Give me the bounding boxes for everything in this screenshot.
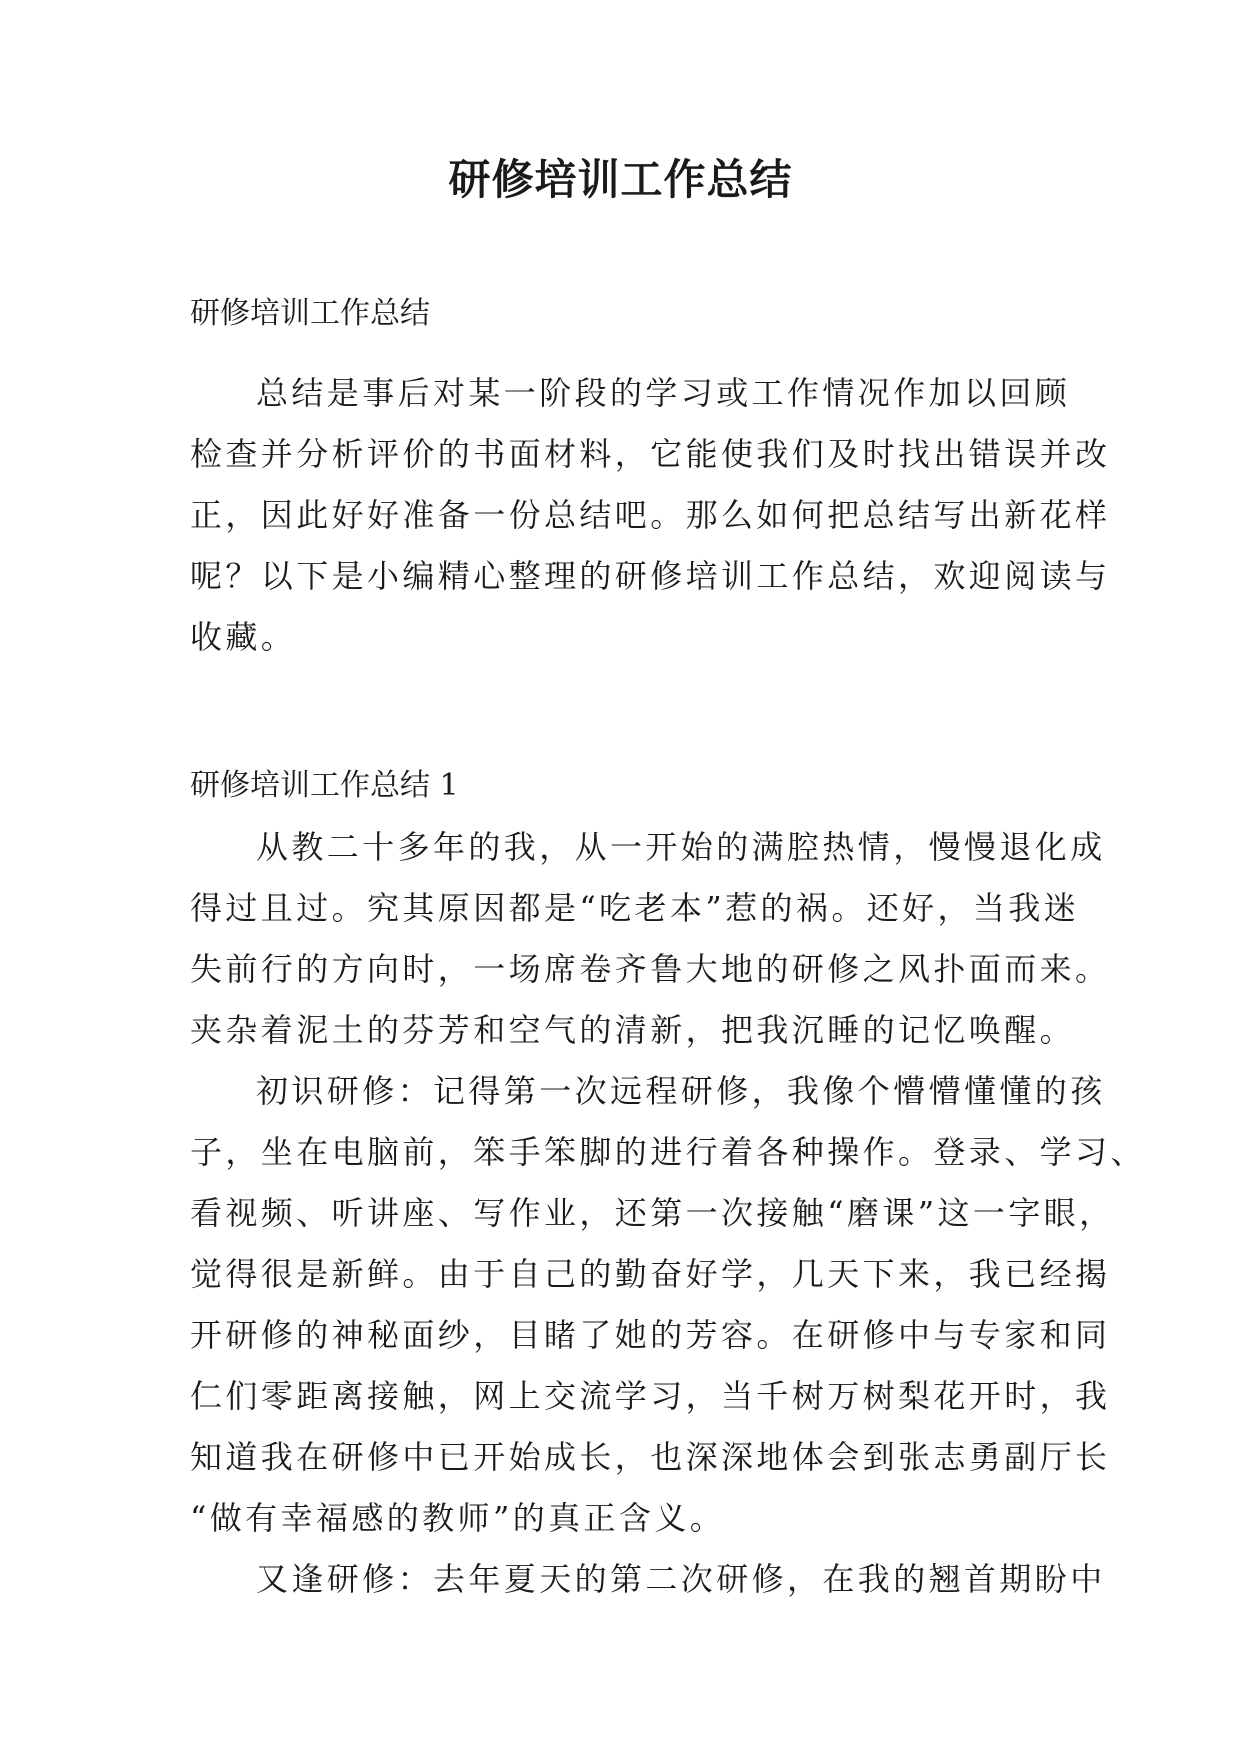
paragraph-line: 从教二十多年的我，从一开始的满腔热情，慢慢退化成	[256, 828, 1106, 866]
paragraph-line: 夹杂着泥土的芬芳和空气的清新，把我沉睡的记忆唤醒。	[190, 1011, 1076, 1049]
paragraph-line: 知道我在研修中已开始成长，也深深地体会到张志勇副厅长	[190, 1438, 1111, 1476]
paragraph-line: 又逢研修：去年夏天的第二次研修，在我的翘首期盼中	[256, 1560, 1106, 1598]
paragraph-line: 仁们零距离接触，网上交流学习，当千树万树梨花开时，我	[190, 1377, 1111, 1415]
paragraph-line: 得过且过。究其原因都是“吃老本”惹的祸。还好，当我迷	[190, 889, 1080, 927]
intro-line: 检查并分析评价的书面材料，它能使我们及时找出错误并改	[190, 435, 1111, 473]
paragraph-line: 觉得很是新鲜。由于自己的勤奋好学，几天下来，我已经揭	[190, 1255, 1111, 1293]
paragraph-line: 看视频、听讲座、写作业，还第一次接触“磨课”这一字眼，	[190, 1194, 1115, 1232]
intro-line: 正，因此好好准备一份总结吧。那么如何把总结写出新花样	[190, 496, 1111, 534]
paragraph-line: 失前行的方向时，一场席卷齐鲁大地的研修之风扑面而来。	[190, 950, 1111, 988]
paragraph-line: 开研修的神秘面纱，目睹了她的芳容。在研修中与专家和同	[190, 1316, 1111, 1354]
document-subtitle: 研修培训工作总结	[190, 296, 430, 331]
intro-line: 收藏。	[190, 618, 297, 656]
paragraph-line: 初识研修：记得第一次远程研修，我像个懵懵懂懂的孩	[256, 1072, 1106, 1110]
section-heading: 研修培训工作总结 1	[190, 768, 459, 803]
paragraph-line: “做有幸福感的教师”的真正含义。	[190, 1499, 726, 1537]
paragraph-line: 子，坐在电脑前，笨手笨脚的进行着各种操作。登录、学习、	[190, 1133, 1146, 1171]
document-title: 研修培训工作总结	[448, 155, 793, 204]
intro-line: 呢？以下是小编精心整理的研修培训工作总结，欢迎阅读与	[190, 557, 1111, 595]
intro-line: 总结是事后对某一阶段的学习或工作情况作加以回顾	[256, 374, 1071, 412]
